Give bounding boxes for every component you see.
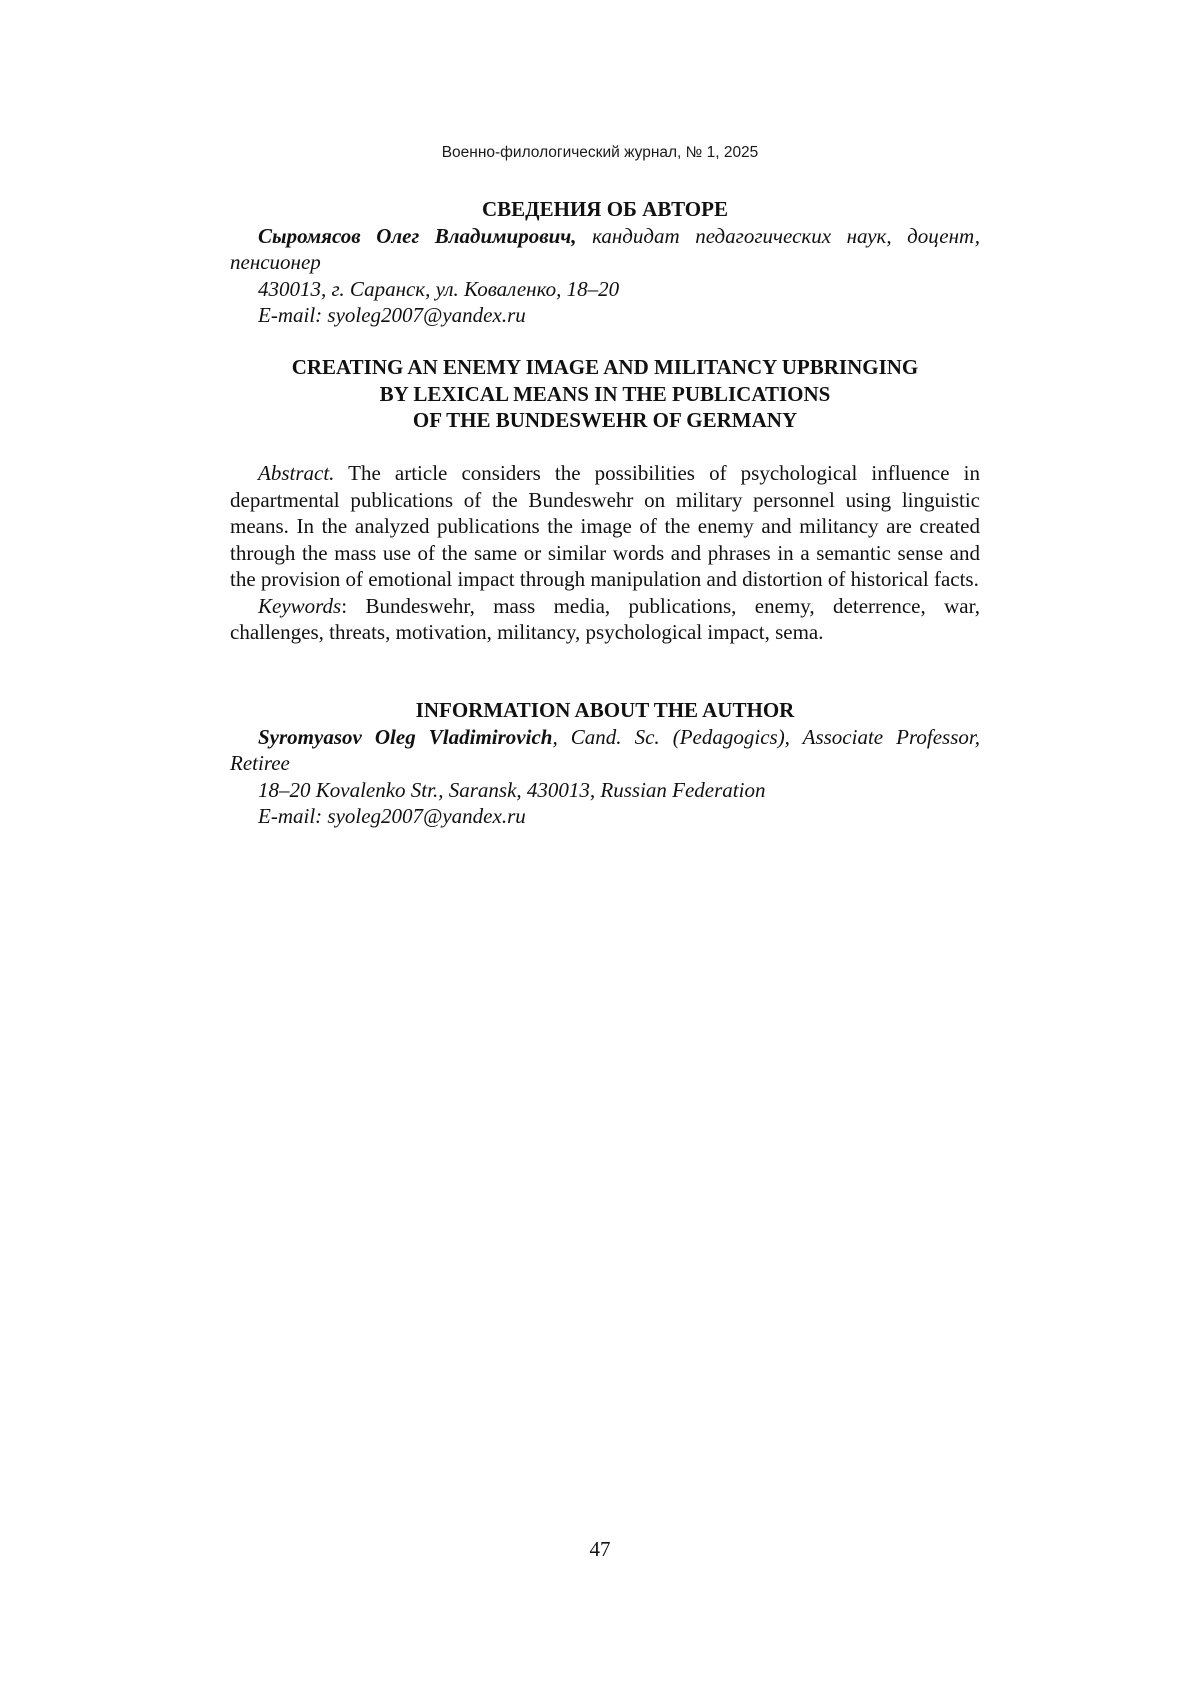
en-author-email: E-mail: syoleg2007@yandex.ru <box>258 804 526 828</box>
ru-author-position: кандидат педагогических наук, доцент, пенсионер <box>230 223 980 274</box>
en-author-position: , Cand. Sc. (Pedagogics), Associate Professor, Retiree <box>230 724 980 775</box>
en-author-name-line <box>230 724 980 777</box>
abstract-label: Abstract. <box>258 461 335 485</box>
keywords-text: : Bundeswehr, mass media, publications, enemy, deterrence, war, challenges, threats, motivation, militancy, psychological impact, sema. <box>230 593 980 644</box>
article-title <box>230 354 980 434</box>
en-author-heading: INFORMATION ABOUT THE AUTHOR <box>415 698 795 722</box>
abstract-paragraph <box>230 460 980 593</box>
keywords-paragraph <box>230 593 980 646</box>
abstract-block <box>230 460 980 646</box>
page-number: 47 <box>589 1537 611 1561</box>
ru-author-email: E-mail: syoleg2007@yandex.ru <box>258 303 526 327</box>
article-title-line: CREATING AN ENEMY IMAGE AND MILITANCY UPBRINGING <box>291 355 919 379</box>
ru-author-name: Сыромясов Олег Владимирович, <box>258 223 577 248</box>
article-title-line: OF THE BUNDESWEHR OF GERMANY <box>412 408 798 432</box>
ru-author-address: 430013, г. Саранск, ул. Коваленко, 18–20 <box>258 276 620 301</box>
keywords-label: Keywords <box>258 593 342 618</box>
en-author-name: Syromyasov Oleg Vladimirovich <box>258 724 553 749</box>
en-author-address: 18–20 Kovalenko Str., Saransk, 430013, Russian Federation <box>258 777 766 802</box>
ru-author-name-line <box>230 223 980 276</box>
article-title-block <box>230 354 980 434</box>
article-title-line: BY LEXICAL MEANS IN THE PUBLICATIONS <box>379 381 831 406</box>
ru-author-heading: СВЕДЕНИЯ ОБ АВТОРЕ <box>482 197 728 221</box>
running-header: Военно-филологический журнал, № 1, 2025 <box>441 144 759 161</box>
ru-author-block <box>230 196 980 329</box>
abstract-text: The article considers the possibilities of psychological influence in departmental publications of the Bundeswehr on military personnel using linguistic means. In the analyzed publications the image of the enemy and militancy are created through the mass use of the same or similar words and phrases in a semantic sense and the provision of emotional impact through manipulation and distortion of historical facts. <box>230 461 980 591</box>
en-author-block <box>230 697 980 830</box>
